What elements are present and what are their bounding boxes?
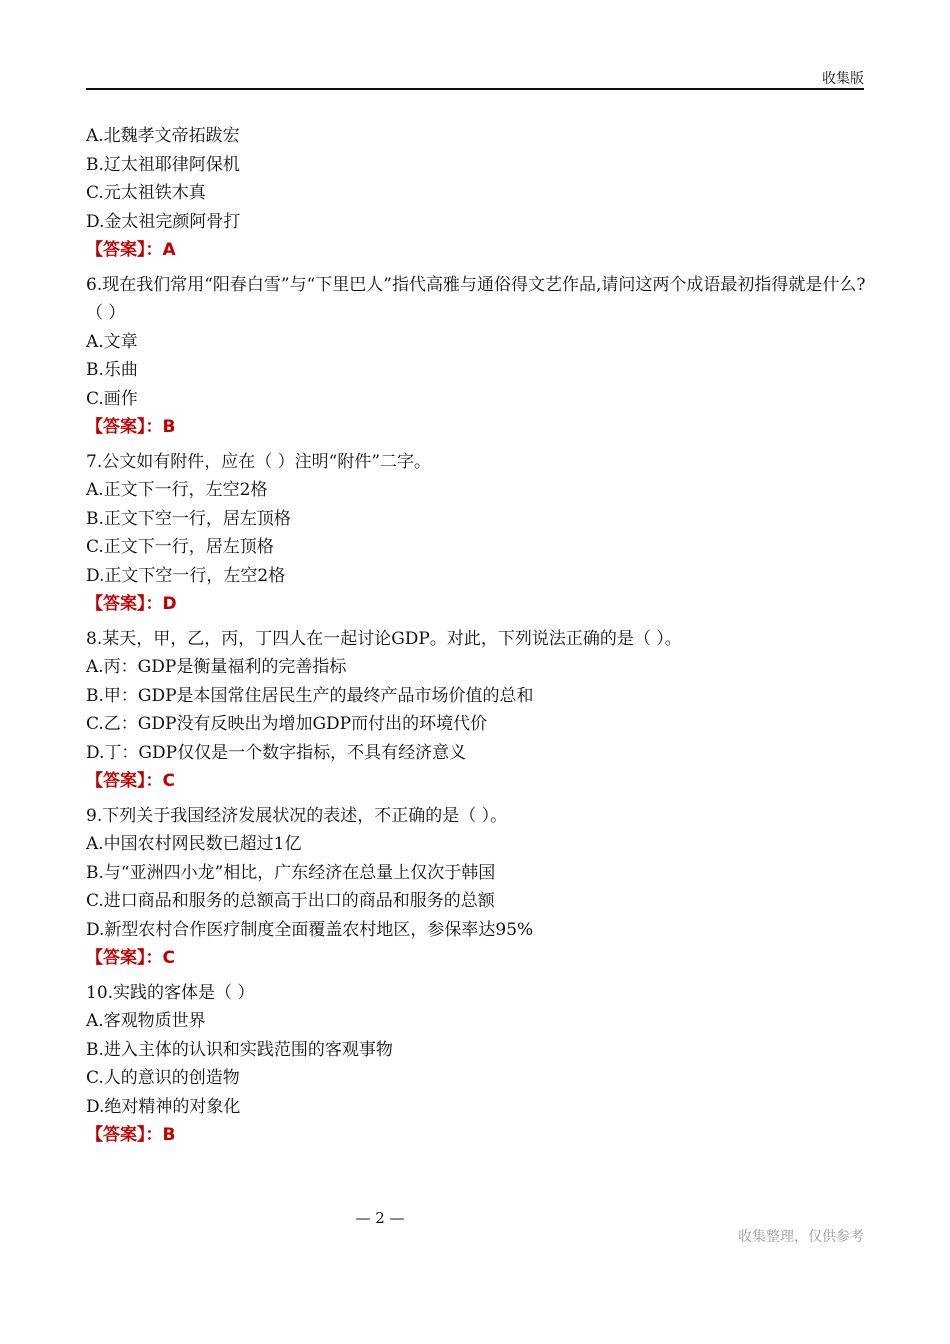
- option-d: D.新型农村合作医疗制度全面覆盖农村地区，参保率达95%: [86, 919, 534, 940]
- option-c: C.元太祖铁木真: [86, 183, 206, 203]
- option-c: C.人的意识的创造物: [86, 1068, 240, 1088]
- option-a: A.北魏孝文帝拓跋宏: [86, 126, 240, 146]
- option-b: B.正文下空一行，居左顶格: [86, 508, 291, 529]
- option-d: D.丁：GDP仅仅是一个数字指标，不具有经济意义: [86, 742, 467, 763]
- answer-label: 【答案】：C: [86, 948, 175, 968]
- option-b: B.乐曲: [86, 360, 138, 380]
- answer-label: 【答案】：B: [86, 417, 176, 437]
- option-c: C.画作: [86, 388, 138, 409]
- option-b: B.与“亚洲四小龙”相比，广东经济在总量上仅次于韩国: [86, 862, 496, 883]
- answer-label: 【答案】：A: [86, 240, 176, 260]
- footer-note: 收集整理，仅供参考: [738, 1229, 864, 1245]
- question-text: 9.下列关于我国经济发展状况的表述，不正确的是（ ）。: [86, 805, 508, 826]
- question-8-block: [86, 625, 866, 796]
- option-c: C.进口商品和服务的总额高于出口的商品和服务的总额: [86, 891, 495, 911]
- option-c: C.乙：GDP没有反映出为增加GDP而付出的环境代价: [86, 714, 488, 734]
- option-c: C.正文下一行，居左顶格: [86, 537, 274, 557]
- option-b: B.甲：GDP是本国常住居民生产的最终产品市场价值的总和: [86, 685, 534, 706]
- question-6-block: [86, 271, 866, 442]
- question-text: 6.现在我们常用“阳春白雪”与“下里巴人”指代高雅与通俗得文艺作品,请问这两个成语最初指得就是什么?（ ）: [86, 274, 866, 323]
- header-label: 收集版: [822, 71, 864, 87]
- answer-label: 【答案】：C: [86, 771, 175, 791]
- option-d: D.金太祖完颜阿骨打: [86, 211, 241, 232]
- option-d: D.正文下空一行，左空2格: [86, 565, 286, 586]
- option-a: A.中国农村网民数已超过1亿: [86, 834, 302, 854]
- page-header: [86, 66, 864, 90]
- question-text: 7.公文如有附件，应在（ ）注明“附件”二字。: [86, 451, 432, 472]
- question-9-block: [86, 802, 866, 973]
- question-7-block: [86, 448, 866, 619]
- question-text: 10.实践的客体是（ ）: [86, 982, 255, 1003]
- document-body: [86, 122, 866, 1150]
- question-10-block: [86, 979, 866, 1150]
- option-a: A.文章: [86, 331, 138, 352]
- question-text: 8.某天，甲，乙，丙，丁四人在一起讨论GDP。对此，下列说法正确的是（ ）。: [86, 628, 682, 649]
- page-number: — 2 —: [355, 1209, 405, 1227]
- option-d: D.绝对精神的对象化: [86, 1096, 241, 1117]
- option-b: B.进入主体的认识和实践范围的客观事物: [86, 1039, 393, 1060]
- option-b: B.辽太祖耶律阿保机: [86, 154, 240, 175]
- option-a: A.正文下一行，左空2格: [86, 480, 268, 500]
- option-a: A.客观物质世界: [86, 1011, 206, 1031]
- answer-label: 【答案】：B: [86, 1125, 176, 1145]
- question-5-block: [86, 122, 866, 265]
- answer-label: 【答案】：D: [86, 594, 177, 614]
- option-a: A.丙：GDP是衡量福利的完善指标: [86, 657, 347, 677]
